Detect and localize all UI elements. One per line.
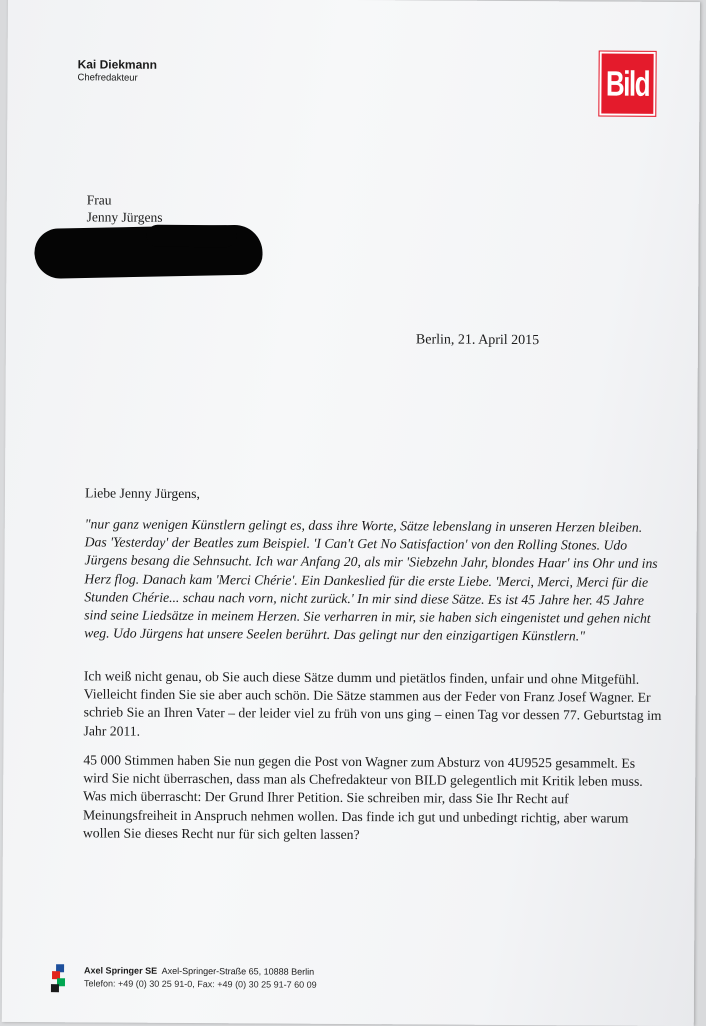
- bild-logo-text: Bild: [605, 62, 650, 104]
- date-line: Berlin, 21. April 2015: [415, 332, 540, 349]
- body-paragraph-3: 45 000 Stimmen haben Sie nun gegen die Post von Wagner zum Absturz von 4U9525 gesammelt. Es wird Sie nicht überraschen, dass man als Chefredakteur von BILD gelegentlich mit Kritik leben muss. Was mich überrascht: Der Grund Ihrer Petition. Sie schreiben mir, dass Sie Ihr Recht auf Meinungsfreiheit in Anspruch nehmen wollen. Das finde ich gut und unbedingt richtig, aber warum wollen Sie dieses Recht nur für sich gelten lassen?: [82, 752, 643, 842]
- body-paragraph-2: Ich weiß nicht genau, ob Sie auch diese Sätze dumm und pietätlos finden, unfair und ohne Mitgefühl. Vielleicht finden Sie sie aber auch schön. Die Sätze stammen aus der Feder von Franz Josef Wagner. Er schrieb Sie an Ihren Vater – der leider viel zu früh von uns ging – einen Tag vor dessen 77. Geburtstag im Jahr 2011.: [83, 668, 662, 739]
- footer-company: Axel Springer SE: [84, 965, 158, 976]
- recipient-name: Jenny Jürgens: [86, 209, 163, 225]
- footer-address: Axel-Springer-Straße 65, 10888 Berlin: [161, 965, 315, 977]
- sender-role: Chefredakteur: [77, 72, 138, 84]
- footer-address-line: [84, 965, 314, 976]
- body-salutation: Liebe Jenny Jürgens,: [84, 485, 200, 502]
- footer-contact: Telefon: +49 (0) 30 25 91-0, Fax: +49 (0) 30 25 91-7 60 09: [83, 978, 317, 990]
- logo-square-black: [51, 984, 59, 992]
- body-quote: "nur ganz wenigen Künstlern gelingt es, dass ihre Worte, Sätze lebenslang in unseren Herzen bleiben. Das 'Yesterday' der Beatles zum Beispiel. 'I Can't Get No Satisfaction' von den Rolling Stones. Udo Jürgens besang die Sehnsucht. Ich war Anfang 20, als mir 'Siebzehn Jahr, blondes Haar' ins Ohr und ins Herz flog. Danach kam 'Merci Chérie'. Ein Dankeslied für die erste Liebe. 'Merci, Merci, Merci für die Stunden Chérie... schau nach vorn, nicht zurück.' In mir sind diese Sätze. Es ist 45 Jahre her. 45 Jahre sind seine Liedsätze in meinem Herzen. Sie verharren in mir, sie haben sich eingenistet und gehen nicht weg. Udo Jürgens hat unsere Seelen berührt. Das gelingt nur den einzigartigen Künstlern.": [84, 516, 658, 644]
- letter-page: [2, 0, 700, 1026]
- axel-springer-logo-icon: [48, 964, 68, 992]
- recipient-salutation: Frau: [86, 192, 112, 208]
- sender-name: Kai Diekmann: [77, 57, 158, 72]
- bild-logo: [599, 52, 655, 116]
- redaction-mark-top: [146, 225, 236, 248]
